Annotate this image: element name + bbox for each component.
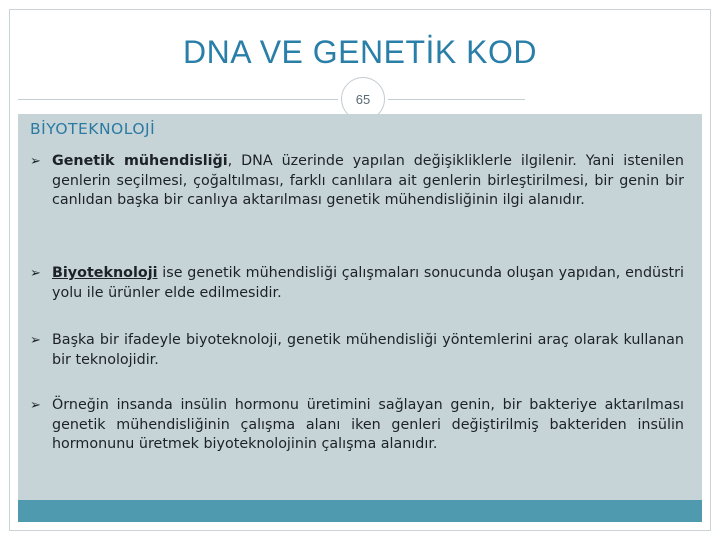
slide-title: DNA VE GENETİK KOD — [183, 34, 537, 70]
arrow-bullet-icon: ➢ — [30, 398, 41, 413]
bullet-item — [32, 264, 684, 303]
bullet-text — [32, 152, 684, 211]
page-number: 65 — [355, 91, 371, 107]
bullet-text — [32, 264, 684, 303]
section-title: BİYOTEKNOLOJİ — [30, 120, 156, 138]
title-divider-right — [383, 99, 525, 100]
arrow-bullet-icon: ➢ — [30, 266, 41, 281]
title-divider-left — [18, 99, 341, 100]
arrow-bullet-icon: ➢ — [30, 333, 41, 348]
bullet-item — [32, 331, 684, 370]
bullet-lead: Biyoteknoloji — [52, 265, 158, 281]
bullet-item — [32, 396, 684, 455]
arrow-bullet-icon: ➢ — [30, 154, 41, 169]
bullet-item — [32, 152, 684, 211]
bullet-body: Başka bir ifadeyle biyoteknoloji, genetik mühendisliği yöntemlerini araç olarak kullanan bir teknolojidir. — [52, 332, 684, 368]
bullet-body: Örneğin insanda insülin hormonu üretimini sağlayan genin, bir bakteriye aktarılması genetik mühendisliğinin çalışma alanı iken genleri değiştirilmiş bakteriden insülin hormonunu üretmek biyoteknolojinin çalışma alanıdır. — [52, 397, 684, 452]
bullet-body: , DNA üzerinde yapılan değişikliklerle ilgilenir. Yani istenilen genlerin seçilmesi, çoğaltılması, farklı canlılara ait genlerin birleştirilmesi, bir genin bir canlıdan başka bir canlıya aktarılması genetik mühendisliğinin ilgi alanıdır. — [52, 153, 684, 208]
footer-bar — [18, 500, 702, 522]
bullet-body: ise genetik mühendisliği çalışmaları sonucunda oluşan yapıdan, endüstri yolu ile ürünler elde edilmesidir. — [52, 265, 684, 301]
bullet-lead: Genetik mühendisliği — [52, 153, 228, 169]
